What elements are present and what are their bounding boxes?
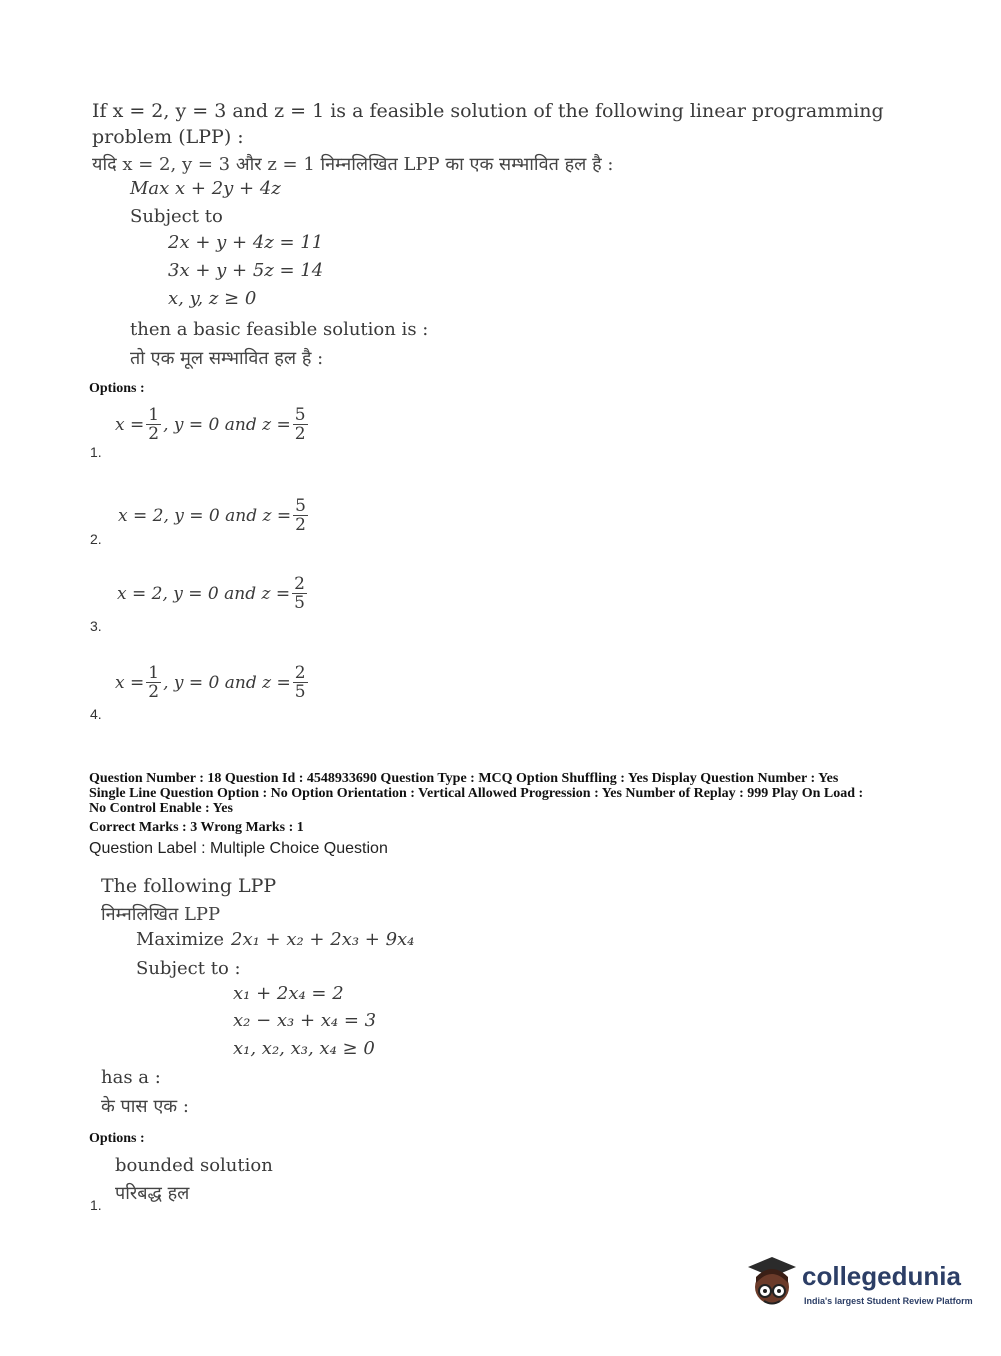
q18-meta-line2: Single Line Question Option : No Option Orientation : Vertical Allowed Progression : Yes Number of Replay : 999 Play On Load : (89, 786, 864, 801)
logo-tagline: India's largest Student Review Platform (804, 1296, 973, 1306)
q18-option-1-hi: परिबद्ध हल (115, 1183, 190, 1204)
collegedunia-logo (742, 1251, 972, 1313)
q18-meta-line3: No Control Enable : Yes (89, 801, 233, 816)
q18-objective-word: Maximize (136, 929, 225, 950)
option-text: , y = 0 and z = (163, 414, 291, 435)
q18-line1: The following LPP (101, 875, 277, 897)
option-text: x = 2, y = 0 and z = (118, 505, 292, 526)
q17-line1: If x = 2, y = 3 and z = 1 is a feasible solution of the following linear programming (92, 100, 884, 122)
q17-option-3[interactable] (117, 575, 307, 612)
q18-constraint-1: x₁ + 2x₄ = 2 (233, 983, 344, 1004)
fraction: $\frac{1}{2}$ (148, 663, 160, 702)
q18-has-hindi: के पास एक : (101, 1096, 189, 1117)
q18-meta-line1: Question Number : 18 Question Id : 4548933690 Question Type : MCQ Option Shuffling : Yes Display Question Number : Yes (89, 771, 839, 786)
q18-constraint-2: x₂ − x₃ + x₄ = 3 (233, 1010, 377, 1031)
option-text: x = 2, y = 0 and z = (117, 583, 291, 604)
q17-option-4[interactable] (115, 664, 308, 701)
q18-option-1[interactable] (115, 1155, 273, 1205)
fraction: $\frac{2}{5}$ (294, 574, 305, 613)
q18-marks: Correct Marks : 3 Wrong Marks : 1 (89, 820, 304, 835)
q17-constraint-3: x, y, z ≥ 0 (168, 288, 257, 309)
q18-hindi: निम्नलिखित LPP (101, 904, 221, 925)
q17-subject-to: Subject to (130, 206, 223, 227)
fraction: $\frac{1}{2}$ (148, 405, 160, 444)
q18-option-1-en: bounded solution (115, 1155, 273, 1176)
q17-option-1-number: 1. (90, 444, 102, 460)
option-text: x = (115, 672, 145, 693)
q17-option-3-number: 3. (90, 618, 102, 634)
logo-name: collegedunia (802, 1261, 961, 1291)
q17-constraint-2: 3x + y + 5z = 14 (168, 260, 324, 281)
q17-line2: problem (LPP) : (92, 126, 244, 148)
q18-option-1-number: 1. (90, 1197, 102, 1213)
q18-options-label: Options : (89, 1131, 145, 1146)
q18-objective: 2x₁ + x₂ + 2x₃ + 9x₄ (231, 929, 415, 950)
q18-question-label: Question Label : Multiple Choice Question (89, 840, 388, 857)
q17-options-label: Options : (89, 381, 145, 396)
q17-option-4-number: 4. (90, 706, 102, 722)
q17-then: then a basic feasible solution is : (130, 319, 429, 340)
q17-option-1[interactable] (115, 406, 308, 443)
q17-then-hindi: तो एक मूल सम्भावित हल है : (130, 348, 324, 369)
mascot-icon (742, 1253, 800, 1311)
q18-constraint-3: x₁, x₂, x₃, x₄ ≥ 0 (233, 1038, 375, 1059)
option-text: x = (115, 414, 145, 435)
q17-hindi: यदि x = 2, y = 3 और z = 1 निम्नलिखित LPP का एक सम्भावित हल है : (92, 154, 614, 175)
q17-option-2-number: 2. (90, 531, 102, 547)
q18-has: has a : (101, 1067, 161, 1088)
option-text: , y = 0 and z = (163, 672, 291, 693)
q17-objective: Max x + 2y + 4z (130, 178, 281, 199)
q18-subject-to: Subject to : (136, 958, 241, 979)
q17-constraint-1: 2x + y + 4z = 11 (168, 232, 324, 253)
fraction: $\frac{2}{5}$ (294, 663, 306, 702)
fraction: $\frac{5}{2}$ (294, 405, 306, 444)
q17-option-2[interactable] (118, 497, 308, 534)
fraction: $\frac{5}{2}$ (295, 496, 306, 535)
